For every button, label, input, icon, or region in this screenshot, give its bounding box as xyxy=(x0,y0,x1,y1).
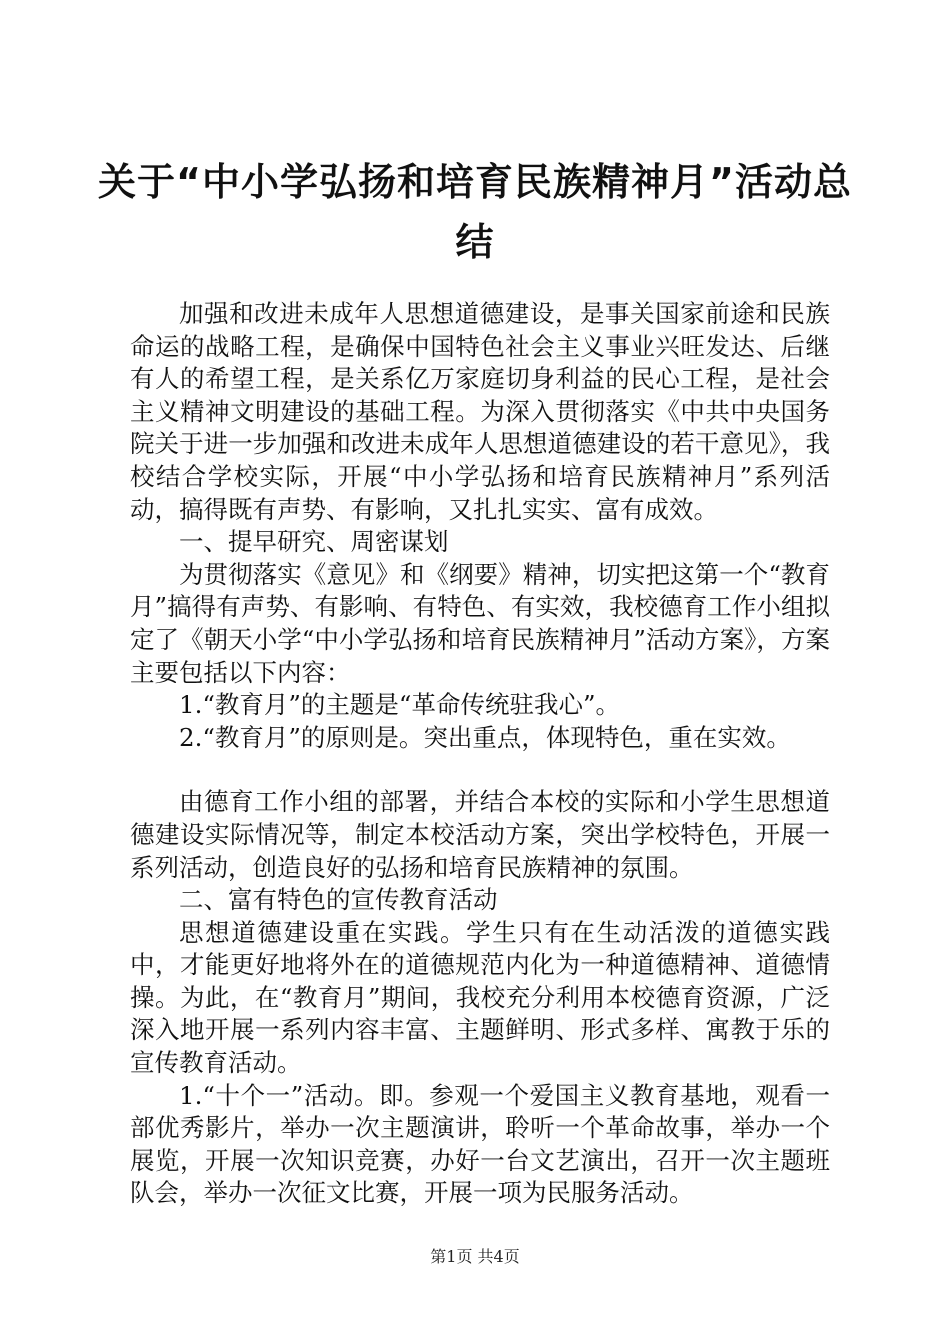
page-footer: 第1页 共4页 xyxy=(430,1247,520,1266)
section-2-heading: 二、富有特色的宣传教育活动 xyxy=(179,885,498,915)
paragraph-gap xyxy=(130,754,830,786)
title-line-2: 结 xyxy=(455,220,495,264)
title-line-1: 关于“中小学弘扬和培育民族精神月”活动总 xyxy=(98,160,852,204)
intro-paragraph: 加强和改进未成年人思想道德建设，是事关国家前途和民族命运的战略工程，是确保中国特色社会主义事业兴旺发达、后继有人的希望工程，是关系亿万家庭切身利益的民心工程，是社会主义精神文明建设的基础工程。为深入贯彻落实《中共中央国务院关于进一步加强和改进未成年人思想道德建设的若干意见》，我校结合学校实际，开展“中小学弘扬和培育民族精神月”系列活动，搞得既有声势、有影响，又扎扎实实、富有成效。 xyxy=(130,299,830,524)
section-2-paragraph-1: 思想道德建设重在实践。学生只有在生动活泼的道德实践中，才能更好地将外在的道德规范内化为一种道德精神、道德情操。为此，在“教育月”期间，我校充分利用本校德育资源，广泛深入地开展一系列内容丰富、主题鲜明、形式多样、寓教于乐的宣传教育活动。 xyxy=(130,917,830,1078)
section-1-heading: 一、提早研究、周密谋划 xyxy=(179,527,449,557)
section-1-paragraph-2: 由德育工作小组的部署，并结合本校的实际和小学生思想道德建设实际情况等，制定本校活动方案，突出学校特色，开展一系列活动，创造良好的弘扬和培育民族精神的氛围。 xyxy=(130,787,830,882)
document-title xyxy=(90,152,860,272)
section-1-paragraph-1: 为贯彻落实《意见》和《纲要》精神，切实把这第一个“教育月”搞得有声势、有影响、有特色、有实效，我校德育工作小组拟定了《朝天小学“中小学弘扬和培育民族精神月”活动方案》，方案主要包括以下内容： xyxy=(130,559,830,687)
section-2-item-1: 1.“十个一”活动。即。参观一个爱国主义教育基地，观看一部优秀影片，举办一次主题演讲，聆听一个革命故事，举办一个展览，开展一次知识竞赛，办好一台文艺演出，召开一次主题班队会，举办一次征文比赛，开展一项为民服务活动。 xyxy=(130,1080,830,1208)
document-body xyxy=(130,298,830,1210)
section-1-item-1: 1.“教育月”的主题是“革命传统驻我心”。 xyxy=(179,690,620,720)
section-1-item-2: 2.“教育月”的原则是。突出重点，体现特色，重在实效。 xyxy=(179,722,791,752)
